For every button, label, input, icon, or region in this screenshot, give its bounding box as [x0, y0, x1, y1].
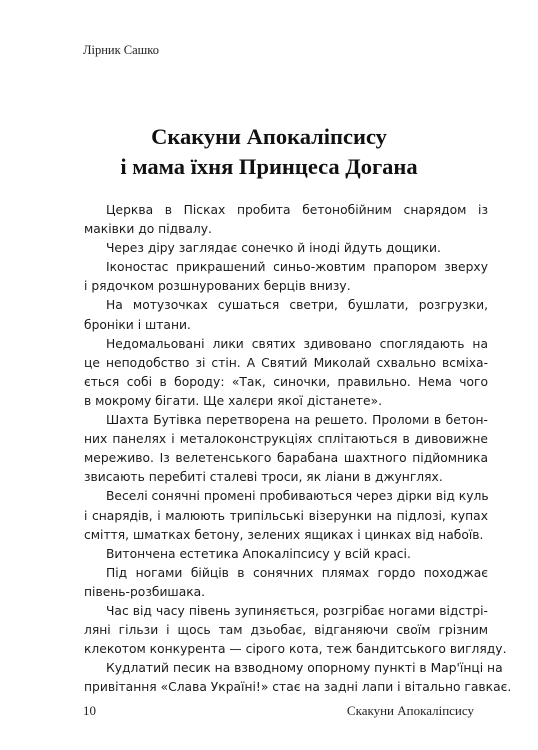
text-line: ється собі в бороду: «Так, синочки, правильно. Нема чого — [84, 374, 488, 389]
text-line: Шахта Бутівка перетворена на решето. Проломи в бетон- — [106, 413, 488, 428]
text-line: мереживо. Із велетенського барабана шахтного підйомника — [84, 451, 488, 466]
text-line: Під ногами бійців в сонячних плямах гордо походжає — [106, 565, 488, 580]
text-line: і рядочком розшнурованих берців внизу. — [84, 279, 351, 294]
text-line: Через діру заглядає сонечко й іноді йдуть дощики. — [106, 241, 441, 256]
chapter-title-line-2: і мама їхня Принцеса Догана — [120, 154, 418, 179]
text-line: і снарядів, і малюють трипільські візерунки на підлозі, купах — [84, 508, 488, 523]
text-line: Церква в Пісках пробита бетонобійним снарядом із — [106, 203, 488, 217]
text-line: Недомальовані лики святих здивовано споглядають на — [106, 336, 488, 351]
text-line: в мокрому бігати. Ще халєри якої дістанете». — [84, 393, 383, 408]
text-line: Час від часу півень зупиняється, розгрібає ногами відстрі- — [106, 603, 488, 618]
running-head: Лірник Сашко — [83, 43, 159, 57]
text-line: півень-розбишака. — [84, 584, 206, 599]
body-text — [84, 201, 512, 697]
text-line: привітання «Слава Україні!» стає на задні лапи і вітально гавкає. — [84, 680, 512, 695]
text-line: броніки і штани. — [84, 317, 191, 332]
text-line: Кудлатий песик на взводному опорному пункті в Мар'їнці на — [106, 661, 503, 676]
text-line: Витончена естетика Апокаліпсису у всій красі. — [106, 546, 411, 561]
text-line: звисають перебиті сталеві троси, як ліани в джунглях. — [84, 470, 443, 485]
text-line: Веселі сонячні промені пробиваються через дірки від куль — [106, 489, 489, 504]
text-line: сміття, шматках бетону, зелених ящиках і цинках від набоїв. — [84, 527, 484, 542]
text-line: На мотузочках сушаться светри, бушлати, розгрузки, — [106, 298, 488, 313]
text-line: клекотом конкурента — сірого кота, теж бандитського вигляду. — [84, 642, 507, 657]
text-line: це неподобство зі стін. А Святий Миколай схвально всміха- — [84, 355, 488, 370]
text-line: маківки до підвалу. — [84, 222, 212, 237]
text-line: них панелях і металоконструкціях сплітаються в дивовижне — [84, 432, 488, 447]
text-line: Іконостас прикрашений синьо-жовтим прапором зверху — [106, 260, 488, 275]
page-number: 10 — [83, 703, 96, 718]
text-line: ляні гільзи і щось там дзьобає, відганяючи своїм грізним — [84, 623, 488, 638]
running-foot: Скакуни Апокаліпсису — [346, 703, 474, 718]
chapter-title — [0, 122, 538, 182]
chapter-title-line-1: Скакуни Апокаліпсису — [151, 124, 387, 149]
